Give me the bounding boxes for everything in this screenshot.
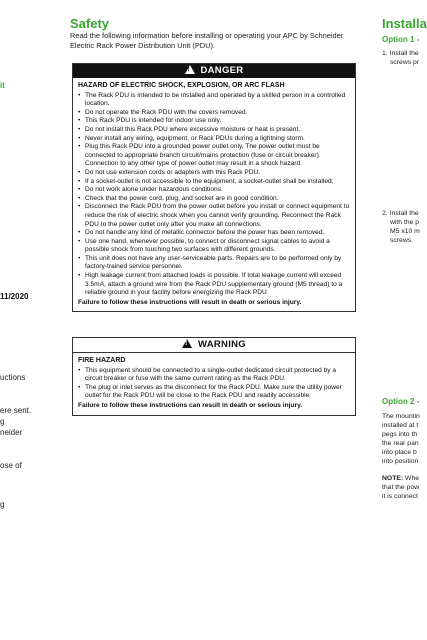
- safety-heading: Safety: [70, 16, 110, 31]
- step2-text: screws.: [390, 237, 414, 244]
- option2-text: into position: [382, 458, 419, 465]
- danger-consequence: Failure to follow these instructions will result in death or serious injury.: [78, 298, 302, 306]
- warning-list: [78, 367, 350, 401]
- note-text: [382, 475, 419, 484]
- danger-panel: [72, 63, 356, 312]
- note-rest: Whe: [403, 475, 420, 482]
- step2-text: 2. Install the: [382, 210, 419, 217]
- danger-item: • If a socket-outlet is not accessible to the equipment, a socket-outlet shall be installed.: [78, 178, 350, 187]
- note-text: it is connect: [382, 493, 418, 500]
- danger-item: • Check that the power cord, plug, and socket are in good condition.: [78, 195, 350, 204]
- step1-text: 1. Install the: [382, 50, 419, 57]
- danger-item: • Disconnect the Rack PDU from the power outlet before you install or connect equipment to reduce the risk of electric shock when you cannot verify grounding. Reconnect the Rack PDU to the power outlet only after you make all connections.: [78, 203, 350, 229]
- danger-item: • High leakage current from attached loads is possible. If total leakage current will exceed 3.5mA, attach a ground wire from the Rack PDU supplementary ground (M5 thread) to a reliable ground in your facility before energizing the Rack PDU: [78, 272, 350, 298]
- danger-hazard-title: HAZARD OF ELECTRIC SHOCK, EXPLOSION, OR ARC FLASH: [78, 82, 285, 89]
- warning-hazard-title: FIRE HAZARD: [78, 357, 126, 364]
- danger-item: • Do not operate the Rack PDU with the covers removed.: [78, 109, 350, 118]
- danger-item: • Do not install this Rack PDU where excessive moisture or heat is present.: [78, 126, 350, 135]
- warning-header: [73, 338, 355, 353]
- warning-label: WARNING: [197, 339, 246, 350]
- step1-text: screws pr: [390, 59, 420, 66]
- warning-triangle-icon: [185, 65, 195, 74]
- left-fragment-text: neider: [0, 428, 23, 437]
- danger-header: [73, 64, 355, 78]
- left-fragment-date: 11/2020: [0, 292, 29, 301]
- danger-item: • Use one hand, whenever possible, to connect or disconnect signal cables to avoid a possible shock from touching two surfaces with different grounds.: [78, 238, 350, 255]
- option2-text: installed at t: [382, 422, 419, 429]
- option1-heading: Option 1 -: [382, 35, 420, 44]
- danger-item: • This Rack PDU is intended for indoor use only.: [78, 117, 350, 126]
- warning-item: • This equipment should be connected to a single-outlet dedicated circuit protected by a circuit breaker or fuse with the same current rating as the Rack PDU.: [78, 367, 350, 384]
- warning-panel: [72, 337, 356, 416]
- danger-item: • The Rack PDU is intended to be installed and operated by a skilled person in a controlled location.: [78, 92, 350, 109]
- danger-item: • Never install any wiring, equipment, or Rack PDUs during a lightning storm.: [78, 135, 350, 144]
- note-label: NOTE:: [382, 475, 404, 482]
- option2-text: into place b: [382, 449, 417, 456]
- warning-triangle-icon: [182, 339, 192, 348]
- danger-item: • This unit does not have any user-serviceable parts. Repairs are to be performed only by factory-trained service personnel.: [78, 255, 350, 272]
- installation-heading: Installa: [382, 16, 427, 31]
- left-fragment-heading: it: [0, 81, 5, 90]
- left-fragment-text: ere sent.: [0, 406, 32, 415]
- danger-list: [78, 92, 350, 298]
- option2-text: pegs into th: [382, 431, 418, 438]
- step2-text: with the p: [390, 219, 420, 226]
- warning-item: • The plug or inlet serves as the disconnect for the Rack PDU. Make sure the utility power outlet for the Rack PDU will be close to the Rack PDU and readily accessible.: [78, 384, 350, 401]
- option2-text: the rear pan: [382, 440, 419, 447]
- note-text: that the pow: [382, 484, 420, 491]
- warning-consequence: Failure to follow these instructions can result in death or serious injury.: [78, 401, 303, 409]
- left-fragment-text: uctions: [0, 373, 26, 382]
- danger-item: • Plug this Rack PDU into a grounded power outlet only. The power outlet must be connected to appropriate branch circuit/mains protection (fuse or circuit breaker). Connection to any other type of power outlet may result in a shock hazard.: [78, 143, 350, 169]
- left-fragment-text: g: [0, 417, 5, 426]
- step2-text: M5 x10 m: [390, 228, 420, 235]
- danger-item: • Do not work alone under hazardous conditions.: [78, 186, 350, 195]
- option2-text: The mountin: [382, 413, 420, 420]
- left-fragment-text: g: [0, 500, 5, 509]
- danger-item: • Do not use extension cords or adapters with this Rack PDU.: [78, 169, 350, 178]
- danger-label: DANGER: [200, 65, 244, 76]
- left-fragment-text: ose of: [0, 461, 22, 470]
- danger-item: • Do not handle any kind of metallic connector before the power has been removed.: [78, 229, 350, 238]
- safety-intro: Read the following information before installing or operating your APC by Schneider Electric Rack Power Distribution Unit (PDU).: [70, 31, 344, 50]
- option2-heading: Option 2 -: [382, 397, 420, 406]
